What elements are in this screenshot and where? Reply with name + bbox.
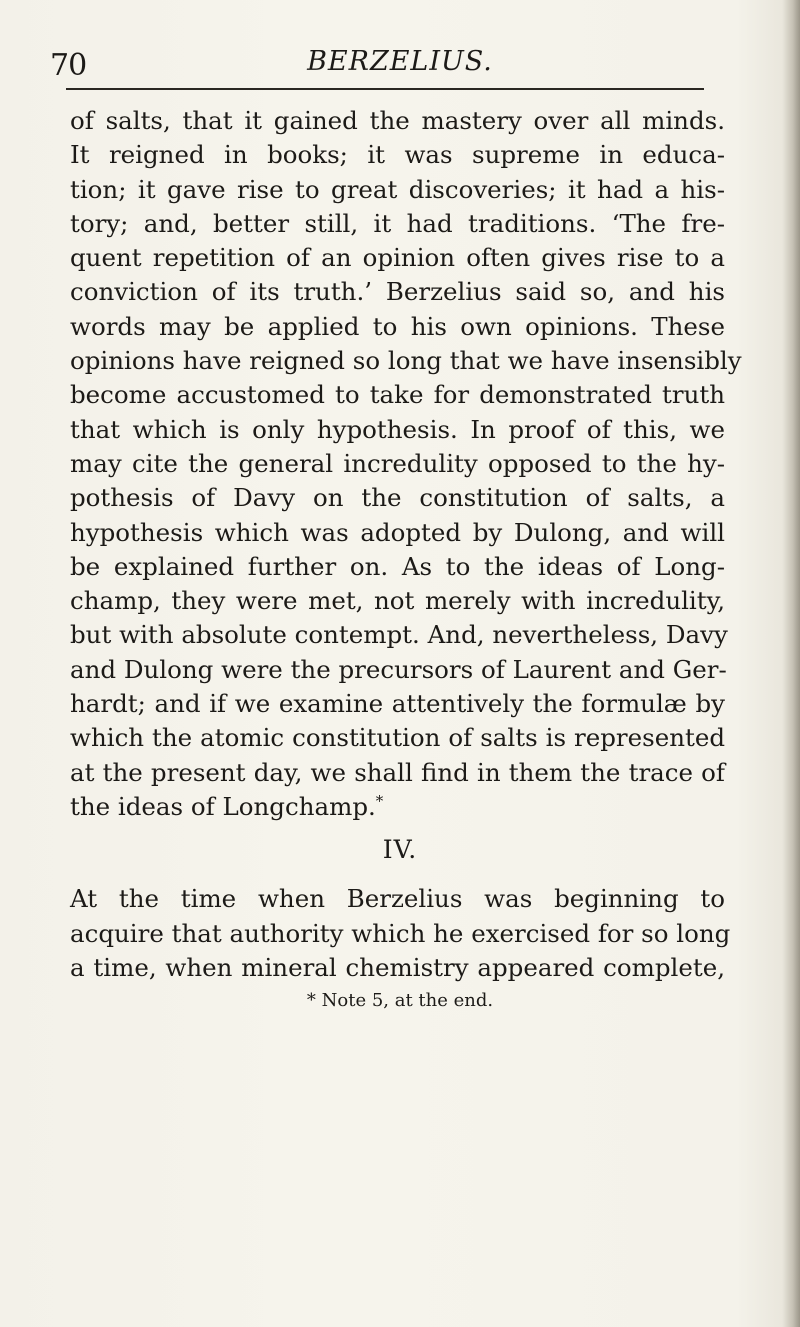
- footnote-marker[interactable]: *: [375, 791, 384, 810]
- text-line: tion; it gave rise to great discoveries; it had a his-: [70, 174, 725, 204]
- text-line: that which is only hypothesis. In proof of this, we: [70, 414, 725, 444]
- text-line: become accustomed to take for demonstrated truth: [70, 380, 725, 410]
- page-number: 70: [50, 48, 87, 83]
- text-line: hardt; and if we examine attentively the formulæ by: [70, 689, 725, 719]
- second-paragraph: [70, 882, 731, 986]
- text-line: quent repetition of an opinion often gives rise to a: [70, 243, 725, 273]
- text-line: but with absolute contempt. And, nevertheless, Davy: [70, 620, 728, 650]
- running-head: BERZELIUS.: [307, 46, 493, 77]
- header-rule: [66, 88, 704, 90]
- section-heading: IV.: [382, 835, 418, 864]
- text-line: It reigned in books; it was supreme in educa-: [70, 140, 725, 170]
- main-paragraph: [70, 104, 742, 824]
- text-line: At the time when Berzelius was beginning to: [70, 884, 725, 913]
- text-line: champ, they were met, not merely with incredulity,: [70, 586, 725, 616]
- page-edge-shadow: [782, 0, 800, 1327]
- text-line: opinions have reigned so long that we have insensibly: [70, 346, 742, 376]
- text-line: and Dulong were the precursors of Laurent and Ger-: [70, 654, 727, 684]
- text-line: be explained further on. As to the ideas of Long-: [70, 551, 725, 581]
- text-line: a time, when mineral chemistry appeared complete,: [70, 953, 725, 982]
- text-line: conviction of its truth.’ Berzelius said so, and his: [70, 277, 725, 307]
- footnote: * Note 5, at the end.: [306, 990, 494, 1011]
- text-line: at the present day, we shall find in them the trace of: [70, 757, 725, 787]
- text-line: of salts, that it gained the mastery over all minds.: [70, 106, 725, 135]
- text-line: pothesis of Davy on the constitution of salts, a: [70, 483, 725, 513]
- text-line: words may be applied to his own opinions. These: [70, 311, 725, 341]
- text-line: hypothesis which was adopted by Dulong, and will: [70, 517, 725, 547]
- text-line: which the atomic constitution of salts is represented: [70, 723, 725, 753]
- text-line: may cite the general incredulity opposed to the hy-: [70, 448, 725, 478]
- text-line: tory; and, better still, it had traditions. ‘The fre-: [70, 208, 725, 238]
- text-line-last: [70, 790, 725, 824]
- text-line: acquire that authority which he exercised for so long: [70, 918, 731, 948]
- last-line-text: the ideas of Longchamp.: [70, 791, 376, 821]
